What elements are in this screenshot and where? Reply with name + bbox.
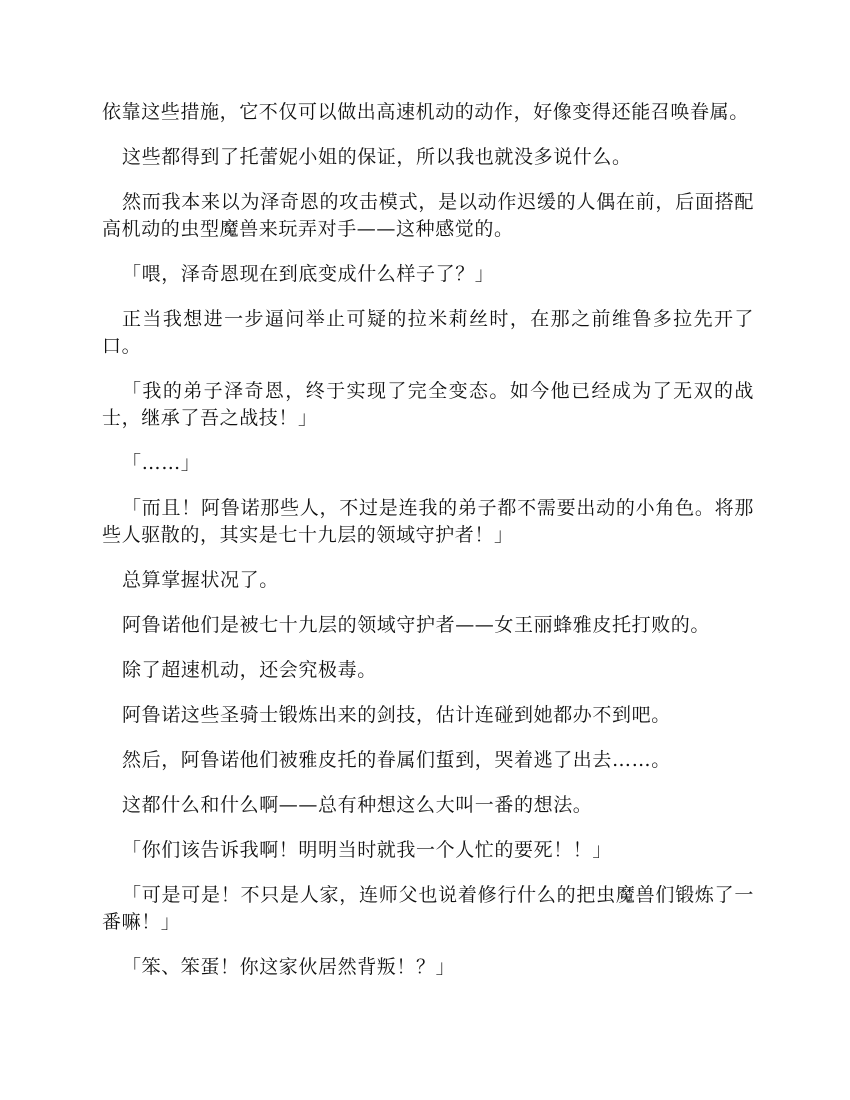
paragraph: 这些都得到了托蕾妮小姐的保证，所以我也就没多说什么。 [122, 146, 632, 168]
dialogue-paragraph: 「而且！阿鲁诺那些人，不过是连我的弟子都不需要出动的小角色。将那些人驱散的，其实是七十九层的领域守护者！」 [102, 497, 754, 546]
paragraph: 除了超速机动，还会究极毒。 [122, 659, 377, 681]
paragraph: 然而我本来以为泽奇恩的攻击模式，是以动作迟缓的人偶在前，后面搭配高机动的虫型魔兽来玩弄对手——这种感觉的。 [102, 191, 754, 240]
dialogue-paragraph: 「笨、笨蛋！你这家伙居然背叛！？」 [122, 956, 456, 978]
dialogue-paragraph: 「……」 [122, 452, 201, 474]
paragraph: 阿鲁诺这些圣骑士锻炼出来的剑技，估计连碰到她都办不到吧。 [122, 704, 671, 726]
paragraph: 这都什么和什么啊——总有种想这么大叫一番的想法。 [122, 794, 593, 816]
dialogue-paragraph: 「你们该告诉我啊！明明当时就我一个人忙的要死！！」 [122, 839, 613, 861]
dialogue-paragraph: 「喂，泽奇恩现在到底变成什么样子了？」 [122, 263, 495, 285]
paragraph: 然后，阿鲁诺他们被雅皮托的眷属们蜇到，哭着逃了出去……。 [122, 749, 671, 771]
document-body [102, 99, 754, 999]
paragraph: 依靠这些措施，它不仅可以做出高速机动的动作，好像变得还能召唤眷属。 [102, 101, 749, 123]
paragraph: 正当我想进一步逼问举止可疑的拉米莉丝时，在那之前维鲁多拉先开了口。 [102, 308, 754, 357]
paragraph: 总算掌握状况了。 [122, 569, 279, 591]
dialogue-paragraph: 「可是可是！不只是人家，连师父也说着修行什么的把虫魔兽们锻炼了一番嘛！」 [102, 884, 754, 933]
paragraph: 阿鲁诺他们是被七十九层的领域守护者——女王丽蜂雅皮托打败的。 [122, 614, 711, 636]
dialogue-paragraph: 「我的弟子泽奇恩，终于实现了完全变态。如今他已经成为了无双的战士，继承了吾之战技！」 [102, 380, 754, 429]
